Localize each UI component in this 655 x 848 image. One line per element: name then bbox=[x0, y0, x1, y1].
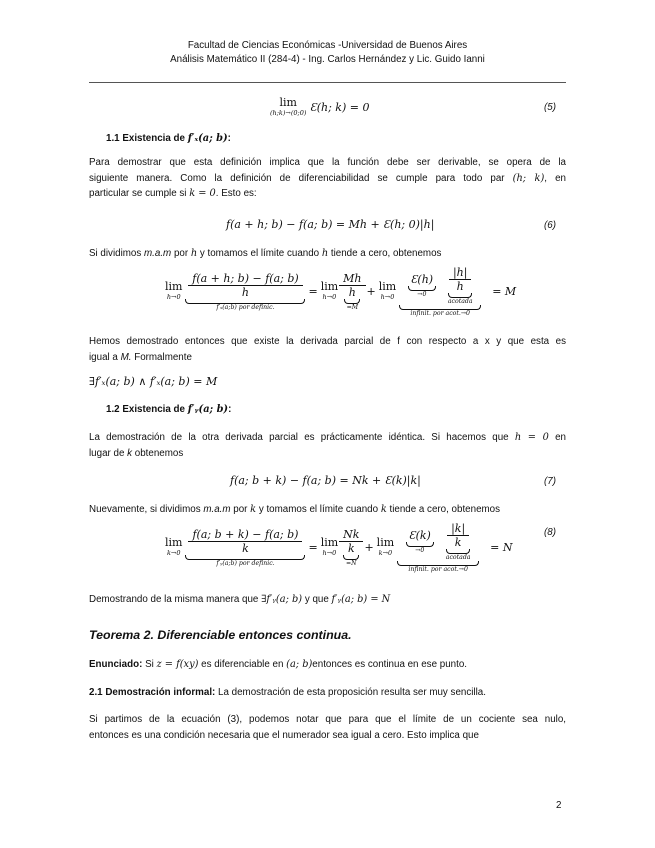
num: |h| bbox=[452, 266, 468, 279]
t: k bbox=[127, 447, 133, 459]
para1-line1: Para demostrar que esta definición implica que la función debe ser derivable, se opera de la bbox=[89, 157, 566, 168]
den: h bbox=[339, 285, 365, 299]
lim-sub: h→0 bbox=[166, 292, 181, 301]
t: entonces es continua en ese punto. bbox=[312, 659, 467, 670]
eq5-expr: Ɛ(h; k) = 0 bbox=[309, 101, 370, 114]
para7-line1: Si partimos de la ecuación (3), podemos notar que para que el límite de un cociente sea nulo, bbox=[89, 714, 566, 725]
para1-line2 bbox=[89, 171, 566, 187]
t: particular se cumple si bbox=[89, 188, 190, 199]
section-label: 1.2 Existencia de bbox=[106, 404, 188, 415]
lim: lim bbox=[165, 279, 183, 293]
m: k bbox=[380, 504, 387, 515]
num: f(a; b + k) − f(a; b) bbox=[192, 528, 299, 541]
t: igual a bbox=[89, 351, 121, 363]
lim-sub: h→0 bbox=[322, 548, 337, 557]
bounded-product bbox=[397, 522, 479, 573]
eq5-number: (5) bbox=[544, 102, 556, 113]
para4-line2 bbox=[89, 446, 566, 462]
t: La demostración de la otra derivada parcial es prácticamente idéntica. Si hacemos que bbox=[89, 432, 515, 443]
paragraph-4 bbox=[89, 430, 566, 461]
paragraph-5 bbox=[89, 502, 566, 518]
lim-sub: k→0 bbox=[378, 548, 393, 557]
t: m.a.m bbox=[203, 504, 231, 515]
equation-6: f(a + h; b) − f(a; b) = Mh + Ɛ(h; 0)|h| bbox=[226, 218, 435, 231]
lim: lim bbox=[320, 535, 339, 549]
m: k = 0 bbox=[189, 188, 216, 199]
equals: = bbox=[308, 285, 318, 298]
t: y tomamos el límite cuando bbox=[256, 504, 381, 515]
t: . Esto es: bbox=[215, 188, 257, 199]
demostracion-informal bbox=[89, 685, 566, 701]
den: k bbox=[447, 535, 469, 549]
result: = M bbox=[492, 285, 517, 298]
t: tiende a cero, obtenemos bbox=[328, 248, 442, 259]
t: lugar de bbox=[89, 447, 128, 459]
underbrace-label: infinit. por acot.→0 bbox=[410, 310, 470, 317]
t: en bbox=[548, 432, 566, 443]
section-colon: : bbox=[228, 404, 232, 415]
t: 2.1 Demostración informal: bbox=[89, 687, 216, 698]
para7-line2: entonces es una condición necesaria que el numerador sea igual a cero. Esto implica que bbox=[89, 729, 479, 741]
lim: lim bbox=[376, 535, 395, 549]
den: h bbox=[449, 279, 472, 293]
lim: lim bbox=[165, 535, 183, 549]
underbrace-label: =N bbox=[346, 560, 357, 567]
plus: + bbox=[364, 541, 374, 554]
m: f′ᵧ(a; b) = N bbox=[331, 594, 391, 605]
epsilon: Ɛ(h) bbox=[410, 273, 434, 286]
m: h bbox=[190, 248, 198, 259]
den: h bbox=[188, 285, 302, 299]
paragraph-6 bbox=[89, 592, 566, 608]
lim: lim bbox=[279, 96, 297, 109]
num: |k| bbox=[451, 522, 466, 535]
t: Nuevamente, si dividimos bbox=[89, 504, 204, 515]
page-number: 2 bbox=[556, 800, 562, 811]
eq8-number: (8) bbox=[544, 527, 556, 538]
t: siguiente manera. Como la definición de diferenciabilidad se cumple para todo par bbox=[89, 172, 513, 184]
num: f(a + h; b) − f(a; b) bbox=[192, 272, 299, 285]
equation-7: f(a; b + k) − f(a; b) = Nk + Ɛ(k)|k| bbox=[230, 474, 421, 487]
lim-sub: k→0 bbox=[166, 548, 181, 557]
paragraph-1 bbox=[89, 155, 566, 202]
t: tiende a cero, obtenemos bbox=[386, 504, 501, 515]
t: Formalmente bbox=[131, 351, 192, 363]
lim-sub: h→0 bbox=[380, 292, 395, 301]
t: es diferenciable en bbox=[198, 659, 287, 670]
t: y que bbox=[302, 594, 332, 605]
m: ∃f′ᵧ(a; b) bbox=[261, 594, 303, 605]
num: Mh bbox=[343, 272, 362, 285]
m: h bbox=[321, 248, 329, 259]
underbrace-label: f′ᵧ(a;b) por definic. bbox=[216, 560, 275, 567]
epsilon: Ɛ(k) bbox=[408, 529, 431, 542]
t: La demostración de esta proposición resulta ser muy sencilla. bbox=[215, 687, 486, 698]
m: h = 0 bbox=[514, 432, 549, 443]
limit-equation-1 bbox=[165, 266, 516, 317]
result: = N bbox=[490, 541, 513, 554]
m: k bbox=[250, 504, 257, 515]
paragraph-7 bbox=[89, 712, 566, 743]
para3-line2 bbox=[89, 350, 566, 366]
lim-sub: (h;k)→(0;0) bbox=[270, 109, 307, 117]
plus: + bbox=[366, 285, 376, 298]
bounded-product bbox=[399, 266, 481, 317]
enunciado bbox=[89, 657, 566, 673]
underbrace-label: acotada bbox=[445, 554, 471, 561]
limit-equation-2 bbox=[165, 522, 512, 573]
t: Demostrando de la misma manera que bbox=[89, 594, 262, 605]
section-1-2-heading bbox=[106, 404, 231, 415]
underbrace-label: acotada bbox=[447, 298, 473, 305]
section-math: f′ₓ(a; b) bbox=[187, 133, 228, 144]
section-label: 1.1 Existencia de bbox=[106, 133, 188, 144]
section-colon: : bbox=[227, 133, 231, 144]
paragraph-3 bbox=[89, 334, 566, 365]
t: m.a.m bbox=[144, 248, 172, 259]
t: por bbox=[171, 248, 191, 259]
theorem-2-heading: Teorema 2. Diferenciable entonces continua. bbox=[89, 628, 352, 642]
underbrace-label: →0 bbox=[415, 547, 425, 554]
t: y tomamos el límite cuando bbox=[197, 248, 322, 259]
header-line-1: Facultad de Ciencias Económicas -Universidad de Buenos Aires bbox=[187, 40, 468, 51]
lim-sub: h→0 bbox=[322, 292, 337, 301]
m: z = f(xy) bbox=[156, 659, 199, 670]
t: por bbox=[230, 504, 251, 515]
section-math: f′ᵧ(a; b) bbox=[187, 404, 229, 415]
para3-line1: Hemos demostrado entonces que existe la derivada parcial de f con respecto a x y que esta es bbox=[89, 336, 566, 347]
t: obtenemos bbox=[132, 447, 184, 459]
t: Si dividimos bbox=[89, 248, 144, 259]
paragraph-2 bbox=[89, 246, 566, 262]
t: Si bbox=[142, 659, 157, 670]
equals: = bbox=[308, 541, 318, 554]
header-rule bbox=[89, 82, 566, 83]
lim: lim bbox=[320, 279, 339, 293]
eq6-number: (6) bbox=[544, 220, 556, 231]
formal-statement-1: ∃f′ₓ(a; b) ∧ f′ₓ(a; b) = M bbox=[89, 375, 218, 388]
para4-line1 bbox=[89, 430, 566, 446]
t: , en bbox=[544, 172, 566, 184]
t: Enunciado: bbox=[89, 659, 143, 670]
t: M. bbox=[120, 351, 132, 363]
den: k bbox=[339, 541, 363, 555]
m: (a; b) bbox=[286, 659, 313, 670]
underbrace-label: →0 bbox=[417, 291, 427, 298]
eq7-number: (7) bbox=[544, 476, 556, 487]
underbrace-label: f′ₓ(a;b) por definic. bbox=[216, 304, 275, 311]
den: k bbox=[188, 541, 302, 555]
underbrace-label: =M bbox=[346, 304, 359, 311]
lim: lim bbox=[378, 279, 397, 293]
num: Nk bbox=[343, 528, 360, 541]
header-line-2: Análisis Matemático II (284-4) - Ing. Carlos Hernández y Lic. Guido Ianni bbox=[170, 54, 485, 65]
para1-line3 bbox=[89, 186, 566, 202]
section-1-1-heading bbox=[106, 133, 231, 144]
m: (h; k) bbox=[512, 172, 545, 184]
underbrace-label: infinit. por acot.→0 bbox=[408, 566, 468, 573]
equation-5 bbox=[270, 98, 369, 118]
